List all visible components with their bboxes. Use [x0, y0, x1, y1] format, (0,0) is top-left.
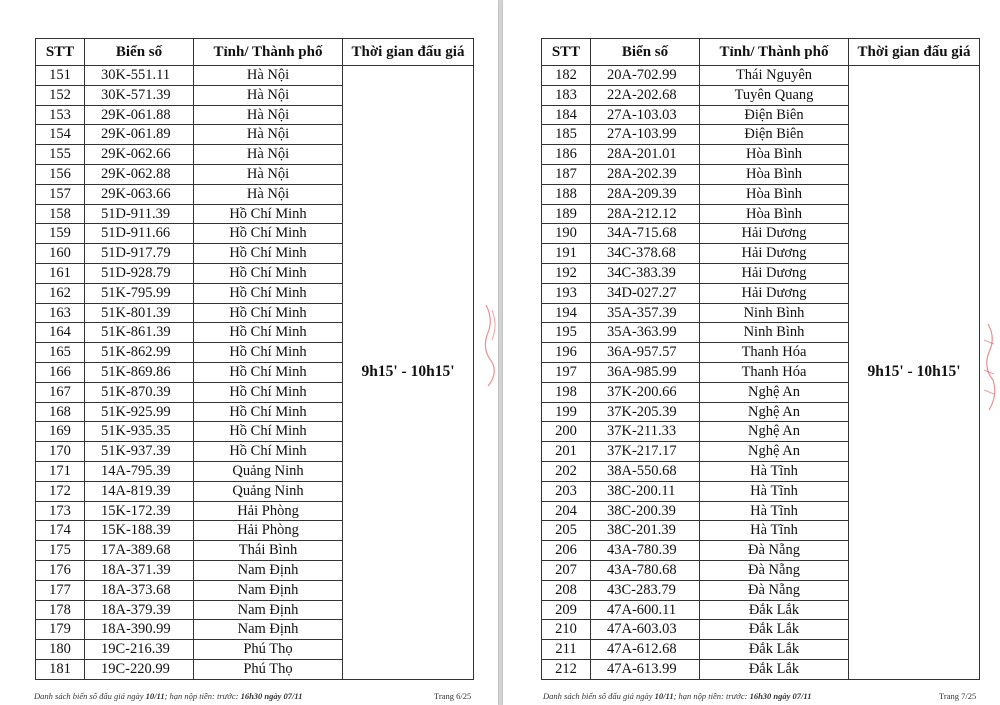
cell-stt: 189 [542, 204, 591, 224]
page-number: Trang 7/25 [939, 691, 977, 701]
cell-province: Hà Tĩnh [700, 481, 849, 501]
cell-stt: 204 [542, 501, 591, 521]
cell-stt: 164 [36, 323, 85, 343]
cell-stt: 165 [36, 343, 85, 363]
cell-plate: 35A-363.99 [591, 323, 700, 343]
cell-province: Hà Nội [194, 125, 343, 145]
cell-plate: 47A-600.11 [591, 600, 700, 620]
header-province: Tỉnh/ Thành phố [700, 39, 849, 66]
cell-province: Nghệ An [700, 442, 849, 462]
cell-stt: 198 [542, 382, 591, 402]
cell-plate: 34D-027.27 [591, 283, 700, 303]
cell-province: Hồ Chí Minh [194, 343, 343, 363]
cell-stt: 203 [542, 481, 591, 501]
cell-province: Hà Tĩnh [700, 521, 849, 541]
cell-plate: 37K-205.39 [591, 402, 700, 422]
cell-province: Điện Biên [700, 105, 849, 125]
cell-plate: 51K-869.86 [85, 362, 194, 382]
cell-province: Nam Định [194, 620, 343, 640]
cell-province: Nam Định [194, 560, 343, 580]
cell-province: Hà Nội [194, 145, 343, 165]
cell-stt: 195 [542, 323, 591, 343]
cell-stt: 180 [36, 640, 85, 660]
cell-stt: 192 [542, 263, 591, 283]
footer-auction-date: 10/11 [654, 691, 674, 701]
cell-plate: 38A-550.68 [591, 461, 700, 481]
cell-plate: 36A-985.99 [591, 362, 700, 382]
cell-stt: 182 [542, 66, 591, 86]
cell-plate: 18A-390.99 [85, 620, 194, 640]
cell-province: Thái Bình [194, 541, 343, 561]
cell-stt: 173 [36, 501, 85, 521]
cell-province: Hồ Chí Minh [194, 263, 343, 283]
plate-auction-table [541, 38, 980, 680]
cell-stt: 174 [36, 521, 85, 541]
cell-plate: 37K-200.66 [591, 382, 700, 402]
header-plate: Biển số [591, 39, 700, 66]
cell-province: Đắk Lắk [700, 659, 849, 679]
cell-plate: 15K-188.39 [85, 521, 194, 541]
cell-plate: 29K-061.88 [85, 105, 194, 125]
cell-stt: 184 [542, 105, 591, 125]
cell-plate: 18A-379.39 [85, 600, 194, 620]
cell-province: Hòa Bình [700, 204, 849, 224]
cell-plate: 43C-283.79 [591, 580, 700, 600]
cell-plate: 19C-220.99 [85, 659, 194, 679]
cell-stt: 210 [542, 620, 591, 640]
footer-deadline: 16h30 ngày 07/11 [749, 691, 812, 701]
footer-prefix: Danh sách biển số đấu giá ngày [543, 691, 653, 701]
cell-stt: 155 [36, 145, 85, 165]
cell-plate: 51D-917.79 [85, 244, 194, 264]
cell-stt: 181 [36, 659, 85, 679]
page-number: Trang 6/25 [434, 691, 472, 701]
cell-stt: 167 [36, 382, 85, 402]
cell-plate: 18A-371.39 [85, 560, 194, 580]
cell-province: Hồ Chí Minh [194, 283, 343, 303]
cell-province: Tuyên Quang [700, 85, 849, 105]
cell-province: Hà Tĩnh [700, 461, 849, 481]
cell-province: Hà Nội [194, 164, 343, 184]
cell-province: Hà Nội [194, 66, 343, 86]
cell-province: Hồ Chí Minh [194, 323, 343, 343]
cell-stt: 179 [36, 620, 85, 640]
cell-province: Phú Thọ [194, 640, 343, 660]
cell-province: Hải Phòng [194, 501, 343, 521]
cell-stt: 193 [542, 283, 591, 303]
header-province: Tỉnh/ Thành phố [194, 39, 343, 66]
cell-province: Quảng Ninh [194, 481, 343, 501]
cell-stt: 207 [542, 560, 591, 580]
cell-province: Hồ Chí Minh [194, 362, 343, 382]
cell-province: Hà Tĩnh [700, 501, 849, 521]
cell-stt: 205 [542, 521, 591, 541]
cell-time-slot: 9h15' - 10h15' [849, 66, 980, 680]
table-row [36, 66, 474, 86]
document-page-right [503, 0, 1000, 705]
cell-plate: 18A-373.68 [85, 580, 194, 600]
cell-stt: 178 [36, 600, 85, 620]
cell-province: Hồ Chí Minh [194, 442, 343, 462]
cell-stt: 159 [36, 224, 85, 244]
cell-stt: 197 [542, 362, 591, 382]
cell-plate: 47A-603.03 [591, 620, 700, 640]
cell-province: Hải Dương [700, 263, 849, 283]
cell-stt: 211 [542, 640, 591, 660]
cell-plate: 51K-801.39 [85, 303, 194, 323]
page-footer-note: Danh sách biển số đấu giá ngày 10/11; hạn nộp tiền: trước: 16h30 ngày 07/11 [34, 691, 303, 701]
cell-plate: 29K-061.89 [85, 125, 194, 145]
header-stt: STT [542, 39, 591, 66]
table-header-row [542, 39, 980, 66]
cell-plate: 51D-911.39 [85, 204, 194, 224]
cell-stt: 158 [36, 204, 85, 224]
cell-stt: 177 [36, 580, 85, 600]
cell-stt: 162 [36, 283, 85, 303]
cell-plate: 51K-862.99 [85, 343, 194, 363]
cell-province: Nghệ An [700, 422, 849, 442]
cell-plate: 35A-357.39 [591, 303, 700, 323]
footer-prefix: Danh sách biển số đấu giá ngày [34, 691, 144, 701]
header-time: Thời gian đấu giá [343, 39, 474, 66]
cell-stt: 156 [36, 164, 85, 184]
cell-plate: 51D-928.79 [85, 263, 194, 283]
cell-stt: 196 [542, 343, 591, 363]
cell-plate: 28A-202.39 [591, 164, 700, 184]
cell-plate: 36A-957.57 [591, 343, 700, 363]
cell-plate: 14A-795.39 [85, 461, 194, 481]
cell-stt: 183 [542, 85, 591, 105]
cell-plate: 51K-870.39 [85, 382, 194, 402]
cell-plate: 51K-925.99 [85, 402, 194, 422]
table-header-row [36, 39, 474, 66]
cell-plate: 51K-937.39 [85, 442, 194, 462]
cell-plate: 34C-383.39 [591, 263, 700, 283]
cell-plate: 20A-702.99 [591, 66, 700, 86]
cell-plate: 19C-216.39 [85, 640, 194, 660]
plate-auction-table [35, 38, 474, 680]
cell-province: Thanh Hóa [700, 362, 849, 382]
cell-stt: 188 [542, 184, 591, 204]
cell-stt: 153 [36, 105, 85, 125]
cell-stt: 152 [36, 85, 85, 105]
cell-stt: 190 [542, 224, 591, 244]
cell-plate: 47A-612.68 [591, 640, 700, 660]
cell-province: Ninh Bình [700, 323, 849, 343]
cell-province: Hồ Chí Minh [194, 204, 343, 224]
cell-stt: 186 [542, 145, 591, 165]
cell-stt: 163 [36, 303, 85, 323]
cell-stt: 194 [542, 303, 591, 323]
header-time: Thời gian đấu giá [849, 39, 980, 66]
cell-province: Hồ Chí Minh [194, 402, 343, 422]
cell-plate: 30K-551.11 [85, 66, 194, 86]
cell-province: Hòa Bình [700, 145, 849, 165]
cell-plate: 38C-200.39 [591, 501, 700, 521]
cell-province: Hải Dương [700, 244, 849, 264]
cell-province: Điện Biên [700, 125, 849, 145]
cell-plate: 51D-911.66 [85, 224, 194, 244]
footer-middle: ; hạn nộp tiền: trước [164, 691, 236, 701]
cell-province: Đắk Lắk [700, 640, 849, 660]
red-seal-mark [980, 320, 1000, 415]
cell-stt: 171 [36, 461, 85, 481]
cell-province: Hải Dương [700, 283, 849, 303]
cell-stt: 170 [36, 442, 85, 462]
cell-province: Hà Nội [194, 105, 343, 125]
cell-time-slot: 9h15' - 10h15' [343, 66, 474, 680]
cell-stt: 161 [36, 263, 85, 283]
cell-stt: 209 [542, 600, 591, 620]
cell-province: Đà Nẵng [700, 541, 849, 561]
cell-plate: 51K-935.35 [85, 422, 194, 442]
footer-middle: ; hạn nộp tiền: trước [673, 691, 745, 701]
cell-plate: 28A-209.39 [591, 184, 700, 204]
cell-province: Nam Định [194, 580, 343, 600]
cell-stt: 206 [542, 541, 591, 561]
cell-province: Đà Nẵng [700, 560, 849, 580]
cell-plate: 28A-201.01 [591, 145, 700, 165]
cell-province: Thái Nguyên [700, 66, 849, 86]
cell-plate: 43A-780.39 [591, 541, 700, 561]
cell-stt: 208 [542, 580, 591, 600]
cell-plate: 47A-613.99 [591, 659, 700, 679]
cell-stt: 172 [36, 481, 85, 501]
cell-province: Hải Dương [700, 224, 849, 244]
document-page-left [0, 0, 498, 705]
cell-plate: 34A-715.68 [591, 224, 700, 244]
cell-province: Đắk Lắk [700, 600, 849, 620]
cell-province: Nghệ An [700, 402, 849, 422]
cell-stt: 187 [542, 164, 591, 184]
cell-province: Phú Thọ [194, 659, 343, 679]
cell-province: Nghệ An [700, 382, 849, 402]
cell-plate: 29K-062.88 [85, 164, 194, 184]
cell-province: Nam Định [194, 600, 343, 620]
cell-stt: 154 [36, 125, 85, 145]
cell-stt: 168 [36, 402, 85, 422]
cell-province: Thanh Hóa [700, 343, 849, 363]
page-footer-note: Danh sách biển số đấu giá ngày 10/11; hạn nộp tiền: trước: 16h30 ngày 07/11 [543, 691, 812, 701]
cell-province: Hà Nội [194, 85, 343, 105]
cell-plate: 30K-571.39 [85, 85, 194, 105]
cell-stt: 169 [36, 422, 85, 442]
cell-province: Hồ Chí Minh [194, 382, 343, 402]
cell-province: Hồ Chí Minh [194, 303, 343, 323]
cell-stt: 175 [36, 541, 85, 561]
cell-province: Đắk Lắk [700, 620, 849, 640]
cell-plate: 27A-103.03 [591, 105, 700, 125]
cell-province: Hồ Chí Minh [194, 422, 343, 442]
cell-plate: 15K-172.39 [85, 501, 194, 521]
header-plate: Biển số [85, 39, 194, 66]
cell-plate: 51K-861.39 [85, 323, 194, 343]
cell-plate: 37K-211.33 [591, 422, 700, 442]
cell-province: Hải Phòng [194, 521, 343, 541]
cell-plate: 43A-780.68 [591, 560, 700, 580]
header-stt: STT [36, 39, 85, 66]
cell-province: Ninh Bình [700, 303, 849, 323]
cell-plate: 14A-819.39 [85, 481, 194, 501]
cell-stt: 212 [542, 659, 591, 679]
cell-stt: 202 [542, 461, 591, 481]
cell-stt: 191 [542, 244, 591, 264]
red-seal-mark [480, 300, 502, 390]
cell-province: Hòa Bình [700, 164, 849, 184]
cell-stt: 157 [36, 184, 85, 204]
cell-plate: 34C-378.68 [591, 244, 700, 264]
footer-deadline: 16h30 ngày 07/11 [240, 691, 303, 701]
cell-stt: 176 [36, 560, 85, 580]
cell-province: Hồ Chí Minh [194, 244, 343, 264]
table-row [542, 66, 980, 86]
cell-plate: 38C-200.11 [591, 481, 700, 501]
footer-auction-date: 10/11 [145, 691, 165, 701]
cell-stt: 151 [36, 66, 85, 86]
cell-stt: 199 [542, 402, 591, 422]
cell-plate: 29K-063.66 [85, 184, 194, 204]
cell-stt: 160 [36, 244, 85, 264]
cell-stt: 201 [542, 442, 591, 462]
cell-province: Quảng Ninh [194, 461, 343, 481]
cell-plate: 17A-389.68 [85, 541, 194, 561]
cell-plate: 27A-103.99 [591, 125, 700, 145]
cell-province: Đà Nẵng [700, 580, 849, 600]
cell-plate: 38C-201.39 [591, 521, 700, 541]
cell-plate: 22A-202.68 [591, 85, 700, 105]
cell-stt: 166 [36, 362, 85, 382]
cell-stt: 200 [542, 422, 591, 442]
cell-stt: 185 [542, 125, 591, 145]
cell-plate: 29K-062.66 [85, 145, 194, 165]
cell-province: Hòa Bình [700, 184, 849, 204]
cell-plate: 51K-795.99 [85, 283, 194, 303]
cell-province: Hồ Chí Minh [194, 224, 343, 244]
cell-province: Hà Nội [194, 184, 343, 204]
cell-plate: 28A-212.12 [591, 204, 700, 224]
cell-plate: 37K-217.17 [591, 442, 700, 462]
